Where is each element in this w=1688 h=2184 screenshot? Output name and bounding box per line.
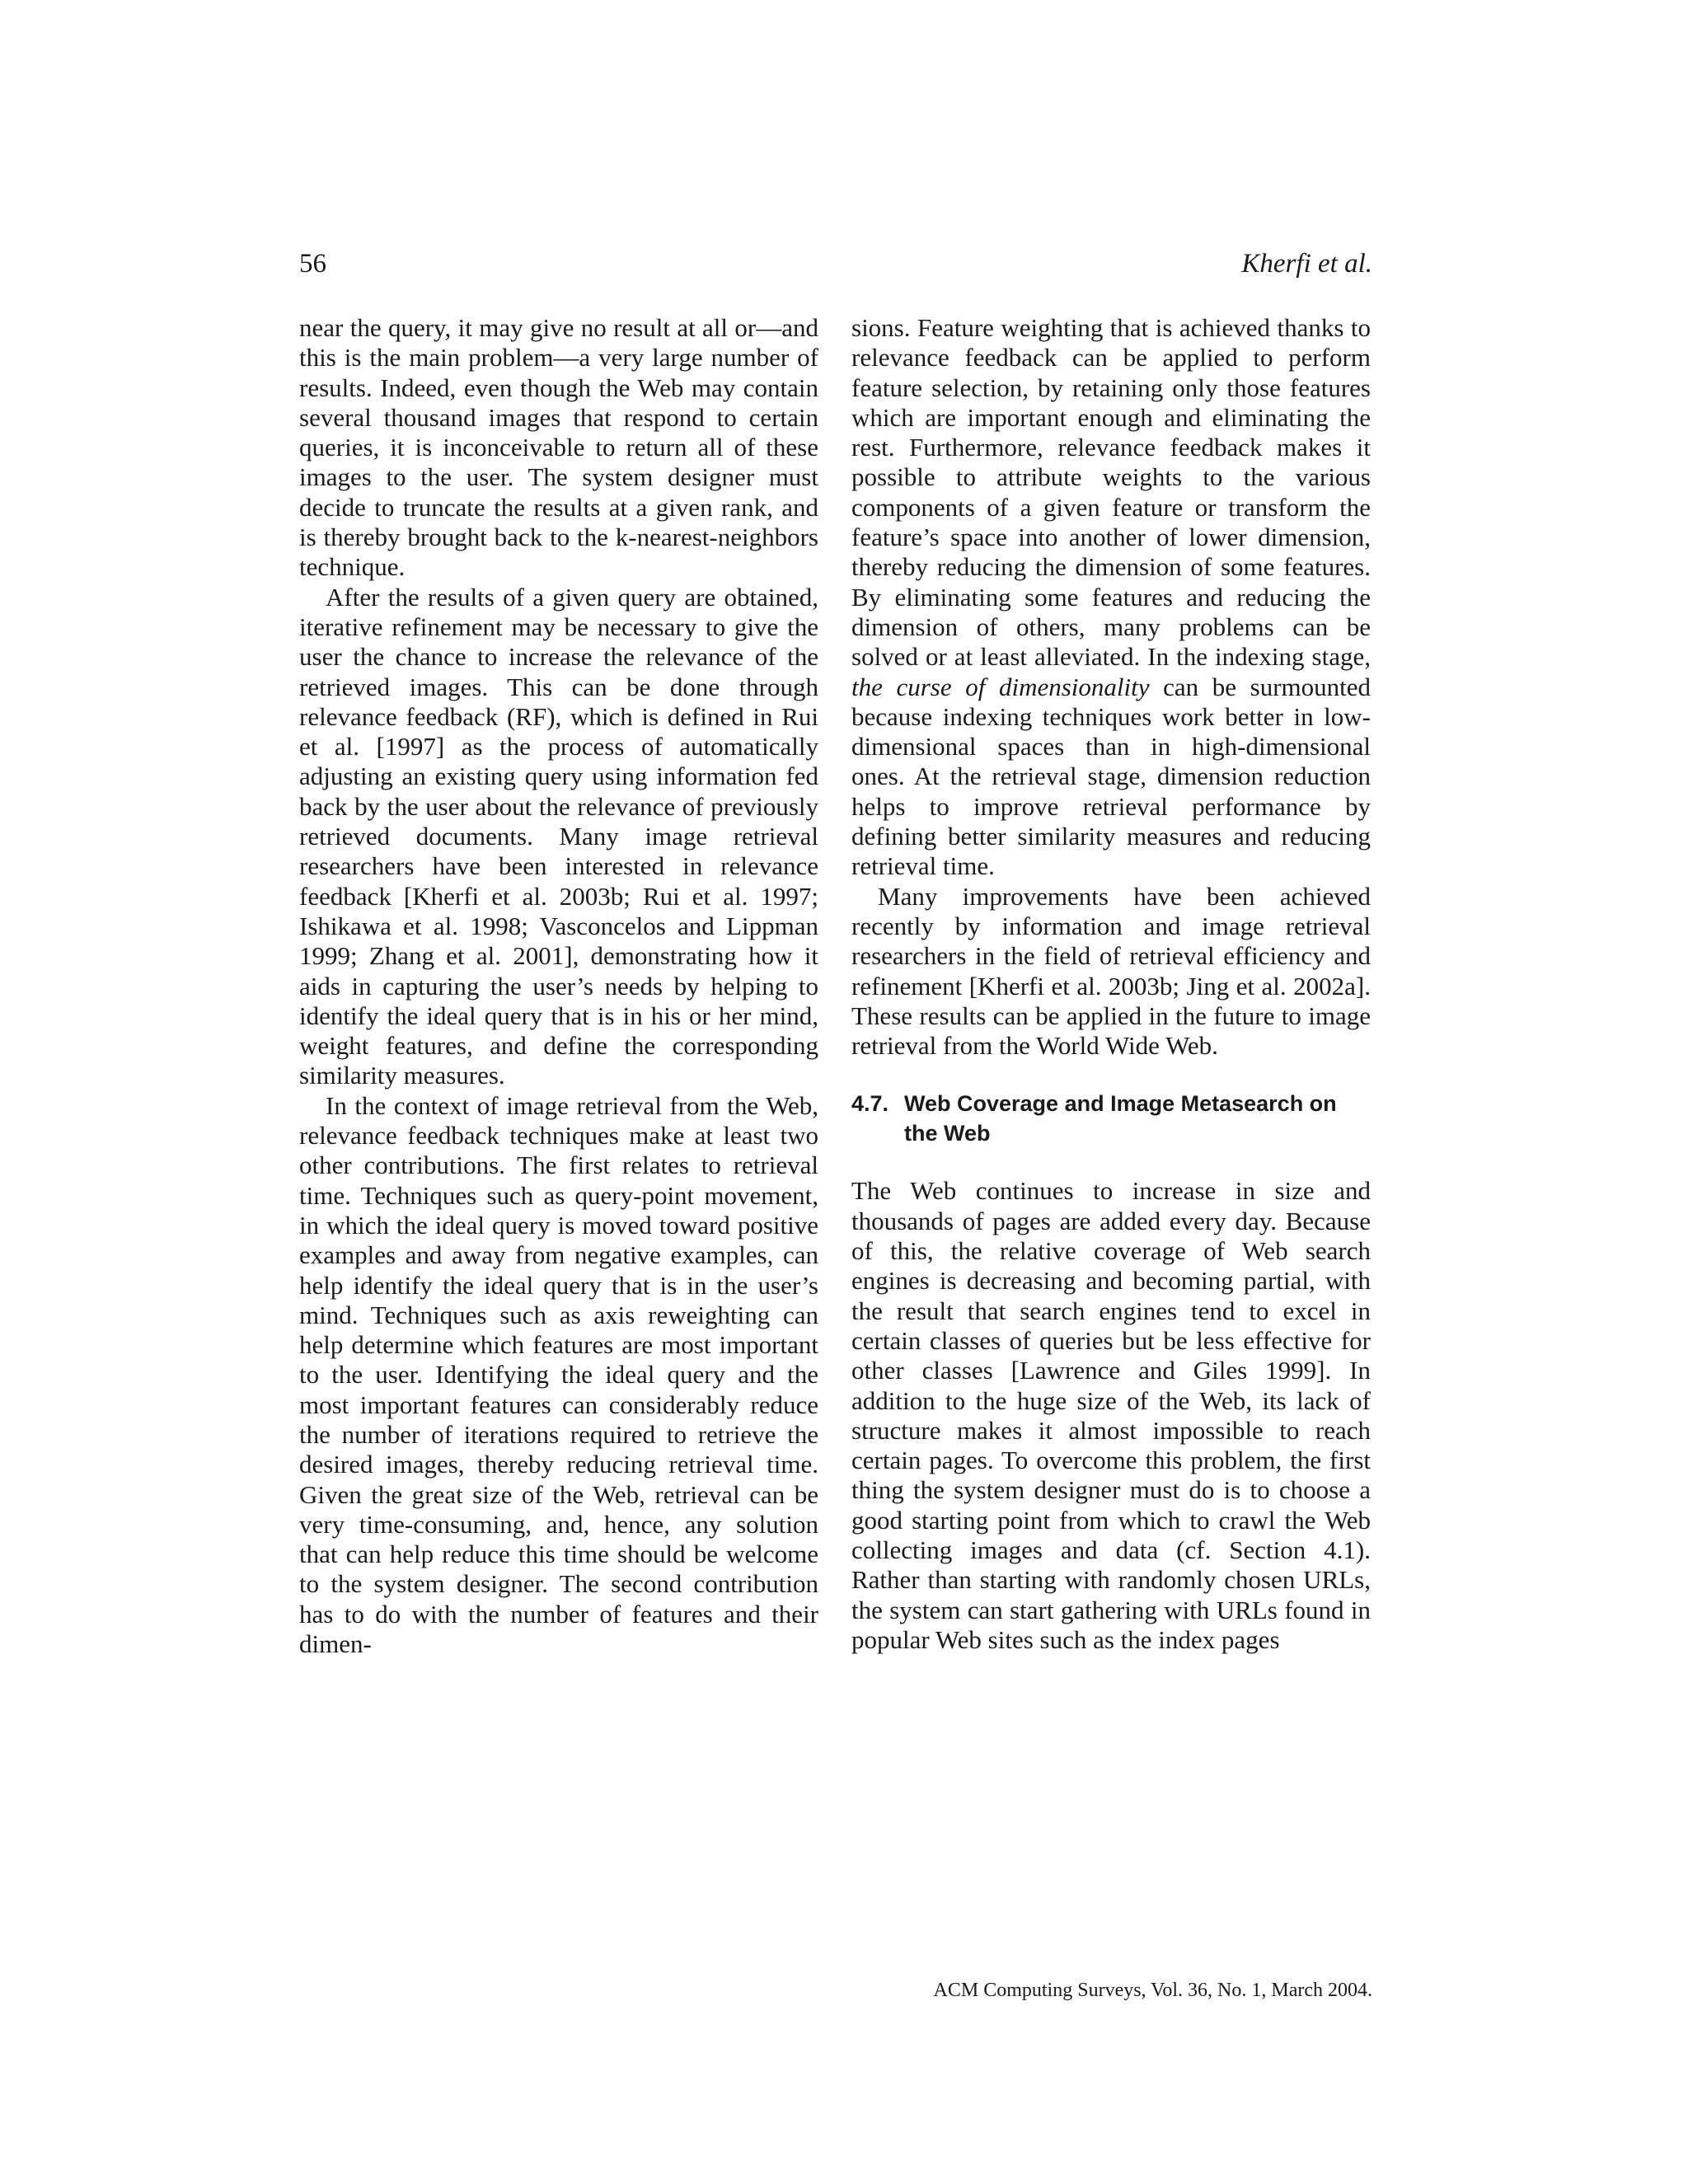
section-heading (851, 1089, 1371, 1148)
running-head: Kherfi et al. (1241, 249, 1372, 279)
left-column (299, 313, 818, 1659)
left-paragraph-2: After the results of a given query are obtained, iterative refinement may be necessary to give the user the chance to increase the relevance of the retrieved images. This can be done through relevance feedback (RF), which is defined in Rui et al. [1997] as the process of automatically adjusting an existing query using information fed back by the user about the relevance of previously retrieved documents. Many image retrieval researchers have been interested in relevance feedback [Kherfi et al. 2003b; Rui et al. 1997; Ishikawa et al. 1998; Vasconcelos and Lippman 1999; Zhang et al. 2001], demonstrating how it aids in capturing the user’s needs by helping to identify the ideal query that is in his or her mind, weight features, and define the corresponding similarity measures. (299, 582, 818, 1090)
right-paragraph-1-text-a: sions. Feature weighting that is achieved thanks to relevance feedback can be applied to perform feature selection, by retaining only those features which are important enough and eliminating the rest. Furthermore, relevance feedback makes it possible to attribute weights to the various components of a given feature or transform the feature’s space into another of lower dimension, thereby reducing the dimension of some features. By eliminating some features and reducing the dimension of others, many problems can be solved or at least alleviated. In the indexing stage, (851, 313, 1371, 672)
journal-citation: ACM Computing Surveys, Vol. 36, No. 1, March 2004. (933, 1980, 1372, 2001)
left-paragraph-3: In the context of image retrieval from the Web, relevance feedback techniques make at least two other contributions. The first relates to retrieval time. Techniques such as query-point movement, in which the ideal query is moved toward positive examples and away from negative examples, can help identify the ideal query that is in the user’s mind. Techniques such as axis reweighting can help determine which features are most important to the user. Identifying the ideal query and the most important features can considerably reduce the number of iterations required to retrieve the desired images, thereby reducing retrieval time. Given the great size of the Web, retrieval can be very time-consuming, and, hence, any solution that can help reduce this time should be welcome to the system designer. The second contribution has to do with the number of features and their dimen- (299, 1090, 818, 1659)
left-paragraph-1: near the query, it may give no result at all or—and this is the main problem—a very large number of results. Indeed, even though the Web may contain several thousand images that respond to certain queries, it is inconceivable to return all of these images to the user. The system designer must decide to truncate the results at a given rank, and is thereby brought back to the k-nearest-neighbors technique. (299, 313, 818, 582)
right-paragraph-1-text-b: can be surmounted because indexing techniques work better in low-dimensional spaces than in high-dimensional ones. At the retrieval stage, dimension reduction helps to improve retrieval performance by defining better similarity measures and reducing retrieval time. (851, 672, 1372, 881)
right-paragraph-1 (851, 313, 1371, 882)
curse-of-dimensionality-emphasis: the curse of dimensionality (851, 672, 1150, 701)
right-paragraph-2: Many improvements have been achieved recently by information and image retrieval researchers in the field of retrieval efficiency and refinement [Kherfi et al. 2003b; Jing et al. 2002a]. These results can be applied in the future to image retrieval from the World Wide Web. (851, 881, 1371, 1061)
page-number: 56 (299, 249, 326, 279)
section-title: Web Coverage and Image Metasearch on the Web (904, 1091, 1337, 1146)
right-column (851, 313, 1371, 1655)
right-paragraph-3: The Web continues to increase in size and thousands of pages are added every day. Because of this, the relative coverage of Web search engines is decreasing and becoming partial, with the result that search engines tend to excel in certain classes of queries but be less effective for other classes [Lawrence and Giles 1999]. In addition to the huge size of the Web, its lack of structure makes it almost impossible to reach certain pages. To overcome this problem, the first thing the system designer must do is to choose a good starting point from which to crawl the Web collecting images and data (cf. Section 4.1). Rather than starting with randomly chosen URLs, the system can start gathering with URLs found in popular Web sites such as the index pages (851, 1176, 1371, 1654)
section-number: 4.7. (851, 1091, 889, 1117)
